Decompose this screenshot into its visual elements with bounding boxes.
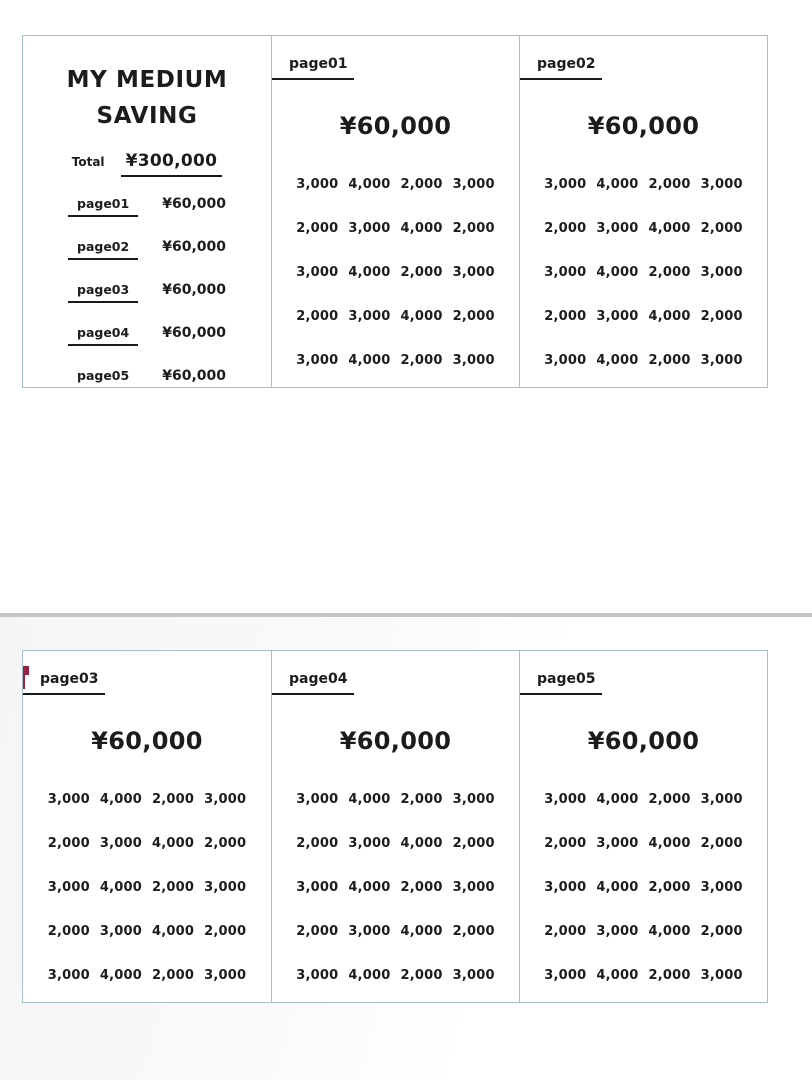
amount-cell: 3,000 <box>204 968 247 983</box>
amount-cell: 4,000 <box>596 792 639 807</box>
amount-row <box>272 265 519 280</box>
amount-cell: 3,000 <box>700 968 743 983</box>
amount-cell: 4,000 <box>99 792 142 807</box>
amount-cell: 3,000 <box>452 353 495 368</box>
amount-row <box>272 924 519 939</box>
amount-cell: 2,000 <box>544 309 587 324</box>
amount-row <box>272 353 519 368</box>
amount-row <box>23 968 271 983</box>
amount-cell: 2,000 <box>400 265 443 280</box>
amount-cell: 2,000 <box>648 792 691 807</box>
amount-row <box>272 309 519 324</box>
amount-cell: 3,000 <box>47 792 90 807</box>
amount-cell: 3,000 <box>452 792 495 807</box>
amount-cell: 2,000 <box>452 309 495 324</box>
amount-row <box>272 177 519 192</box>
card-total-amount: ¥60,000 <box>339 112 452 140</box>
amount-cell: 2,000 <box>47 836 90 851</box>
amount-cell: 4,000 <box>348 880 391 895</box>
card-title-underline <box>520 78 602 80</box>
board-title-line1: MY MEDIUM <box>66 67 228 93</box>
summary-items <box>23 196 271 387</box>
amount-row <box>520 836 767 851</box>
amount-cell: 2,000 <box>296 924 339 939</box>
card-title: page03 <box>40 671 99 687</box>
document-page-2 <box>0 617 812 1080</box>
amount-row <box>23 792 271 807</box>
amount-row <box>23 880 271 895</box>
summary-row-page05 <box>23 368 271 387</box>
amount-grid <box>520 792 767 983</box>
amount-cell: 4,000 <box>152 924 195 939</box>
card-title: page01 <box>289 56 348 72</box>
amount-cell: 3,000 <box>544 880 587 895</box>
amount-cell: 4,000 <box>648 309 691 324</box>
amount-cell: 3,000 <box>596 924 639 939</box>
amount-row <box>23 924 271 939</box>
amount-row <box>520 880 767 895</box>
amount-cell: 3,000 <box>204 880 247 895</box>
amount-cell: 2,000 <box>648 265 691 280</box>
amount-cell: 3,000 <box>452 968 495 983</box>
amount-cell: 3,000 <box>99 836 142 851</box>
amount-cell: 3,000 <box>348 309 391 324</box>
amount-cell: 2,000 <box>544 924 587 939</box>
amount-row <box>520 177 767 192</box>
amount-cell: 2,000 <box>700 221 743 236</box>
card-title-underline <box>520 693 602 695</box>
amount-row <box>272 836 519 851</box>
amount-cell: 3,000 <box>700 880 743 895</box>
amount-cell: 4,000 <box>400 309 443 324</box>
card-title-underline <box>23 693 105 695</box>
amount-cell: 2,000 <box>648 968 691 983</box>
amount-cell: 3,000 <box>544 353 587 368</box>
page-card-page04 <box>271 651 519 1002</box>
summary-panel <box>23 36 271 387</box>
amount-cell: 2,000 <box>296 221 339 236</box>
amount-cell: 4,000 <box>348 792 391 807</box>
amount-cell: 3,000 <box>700 792 743 807</box>
amount-cell: 4,000 <box>596 353 639 368</box>
card-title-underline <box>272 693 354 695</box>
amount-cell: 3,000 <box>348 836 391 851</box>
amount-cell: 4,000 <box>648 836 691 851</box>
amount-cell: 3,000 <box>596 221 639 236</box>
amount-grid <box>272 792 519 983</box>
bookmark-flag-icon[interactable] <box>23 666 30 690</box>
summary-row-page02 <box>23 239 271 260</box>
amount-cell: 4,000 <box>596 265 639 280</box>
card-total-amount: ¥60,000 <box>587 112 700 140</box>
total-row <box>23 151 271 177</box>
amount-cell: 2,000 <box>47 924 90 939</box>
amount-cell: 2,000 <box>452 221 495 236</box>
amount-cell: 2,000 <box>296 309 339 324</box>
amount-row <box>520 265 767 280</box>
amount-cell: 3,000 <box>596 309 639 324</box>
amount-cell: 3,000 <box>296 968 339 983</box>
summary-row-page01 <box>23 196 271 217</box>
page-card-page03 <box>23 651 271 1002</box>
summary-row-value: ¥60,000 <box>162 239 226 255</box>
summary-row-page03 <box>23 282 271 303</box>
summary-row-label: page05 <box>68 368 138 387</box>
amount-cell: 3,000 <box>47 880 90 895</box>
amount-cell: 2,000 <box>152 792 195 807</box>
amount-grid <box>520 177 767 368</box>
saving-board-sheet-2 <box>22 650 768 1003</box>
amount-cell: 3,000 <box>700 177 743 192</box>
card-title-underline <box>272 78 354 80</box>
amount-cell: 2,000 <box>400 968 443 983</box>
amount-cell: 3,000 <box>452 265 495 280</box>
amount-cell: 2,000 <box>296 836 339 851</box>
amount-row <box>520 353 767 368</box>
amount-row <box>272 880 519 895</box>
amount-cell: 3,000 <box>452 177 495 192</box>
summary-row-value: ¥60,000 <box>162 196 226 212</box>
amount-cell: 2,000 <box>452 924 495 939</box>
amount-cell: 2,000 <box>204 836 247 851</box>
total-value: ¥300,000 <box>121 151 223 177</box>
amount-cell: 4,000 <box>596 968 639 983</box>
amount-cell: 4,000 <box>400 924 443 939</box>
amount-row <box>23 836 271 851</box>
summary-row-value: ¥60,000 <box>162 282 226 298</box>
amount-cell: 3,000 <box>452 880 495 895</box>
amount-cell: 2,000 <box>400 792 443 807</box>
summary-row-label: page04 <box>68 325 138 346</box>
amount-cell: 2,000 <box>400 353 443 368</box>
card-total-amount: ¥60,000 <box>587 727 700 755</box>
amount-row <box>272 221 519 236</box>
amount-cell: 3,000 <box>47 968 90 983</box>
amount-cell: 3,000 <box>596 836 639 851</box>
card-total-amount: ¥60,000 <box>91 727 203 755</box>
amount-cell: 3,000 <box>700 353 743 368</box>
amount-row <box>520 924 767 939</box>
amount-cell: 2,000 <box>648 353 691 368</box>
amount-cell: 3,000 <box>348 221 391 236</box>
amount-cell: 4,000 <box>648 221 691 236</box>
amount-cell: 2,000 <box>700 836 743 851</box>
amount-cell: 4,000 <box>596 880 639 895</box>
amount-cell: 2,000 <box>700 309 743 324</box>
amount-cell: 3,000 <box>544 792 587 807</box>
amount-row <box>272 968 519 983</box>
amount-cell: 2,000 <box>648 177 691 192</box>
amount-grid <box>272 177 519 368</box>
amount-cell: 3,000 <box>544 177 587 192</box>
amount-row <box>520 792 767 807</box>
amount-cell: 3,000 <box>296 177 339 192</box>
page-card-page05 <box>519 651 767 1002</box>
board-title <box>23 62 271 134</box>
summary-row-page04 <box>23 325 271 346</box>
summary-row-value: ¥60,000 <box>162 325 226 341</box>
page-card-page02 <box>519 36 767 387</box>
amount-cell: 4,000 <box>99 968 142 983</box>
amount-cell: 2,000 <box>452 836 495 851</box>
amount-grid <box>23 792 271 983</box>
amount-cell: 3,000 <box>99 924 142 939</box>
amount-cell: 3,000 <box>348 924 391 939</box>
saving-board-sheet-1 <box>22 35 768 388</box>
amount-cell: 2,000 <box>700 924 743 939</box>
amount-cell: 4,000 <box>648 924 691 939</box>
amount-cell: 3,000 <box>296 792 339 807</box>
total-label: Total <box>71 155 105 169</box>
amount-row <box>520 221 767 236</box>
amount-cell: 4,000 <box>348 353 391 368</box>
amount-cell: 4,000 <box>348 177 391 192</box>
card-title: page04 <box>289 671 348 687</box>
amount-cell: 4,000 <box>400 836 443 851</box>
amount-cell: 2,000 <box>544 221 587 236</box>
amount-cell: 3,000 <box>296 265 339 280</box>
amount-cell: 2,000 <box>648 880 691 895</box>
amount-cell: 2,000 <box>152 968 195 983</box>
amount-cell: 3,000 <box>544 968 587 983</box>
amount-cell: 3,000 <box>296 880 339 895</box>
amount-cell: 4,000 <box>400 221 443 236</box>
amount-row <box>520 968 767 983</box>
card-title: page05 <box>537 671 596 687</box>
amount-cell: 2,000 <box>544 836 587 851</box>
amount-cell: 2,000 <box>204 924 247 939</box>
summary-row-value: ¥60,000 <box>162 368 226 384</box>
amount-cell: 3,000 <box>544 265 587 280</box>
page-card-page01 <box>271 36 519 387</box>
amount-row <box>520 309 767 324</box>
amount-cell: 3,000 <box>296 353 339 368</box>
summary-row-label: page01 <box>68 196 138 217</box>
summary-row-label: page03 <box>68 282 138 303</box>
board-title-line2: SAVING <box>96 103 198 129</box>
amount-cell: 4,000 <box>348 968 391 983</box>
amount-row <box>272 792 519 807</box>
card-title: page02 <box>537 56 596 72</box>
summary-row-label: page02 <box>68 239 138 260</box>
card-total-amount: ¥60,000 <box>339 727 452 755</box>
amount-cell: 3,000 <box>700 265 743 280</box>
amount-cell: 4,000 <box>596 177 639 192</box>
amount-cell: 2,000 <box>400 880 443 895</box>
amount-cell: 2,000 <box>152 880 195 895</box>
amount-cell: 4,000 <box>99 880 142 895</box>
amount-cell: 4,000 <box>152 836 195 851</box>
amount-cell: 4,000 <box>348 265 391 280</box>
amount-cell: 2,000 <box>400 177 443 192</box>
amount-cell: 3,000 <box>204 792 247 807</box>
